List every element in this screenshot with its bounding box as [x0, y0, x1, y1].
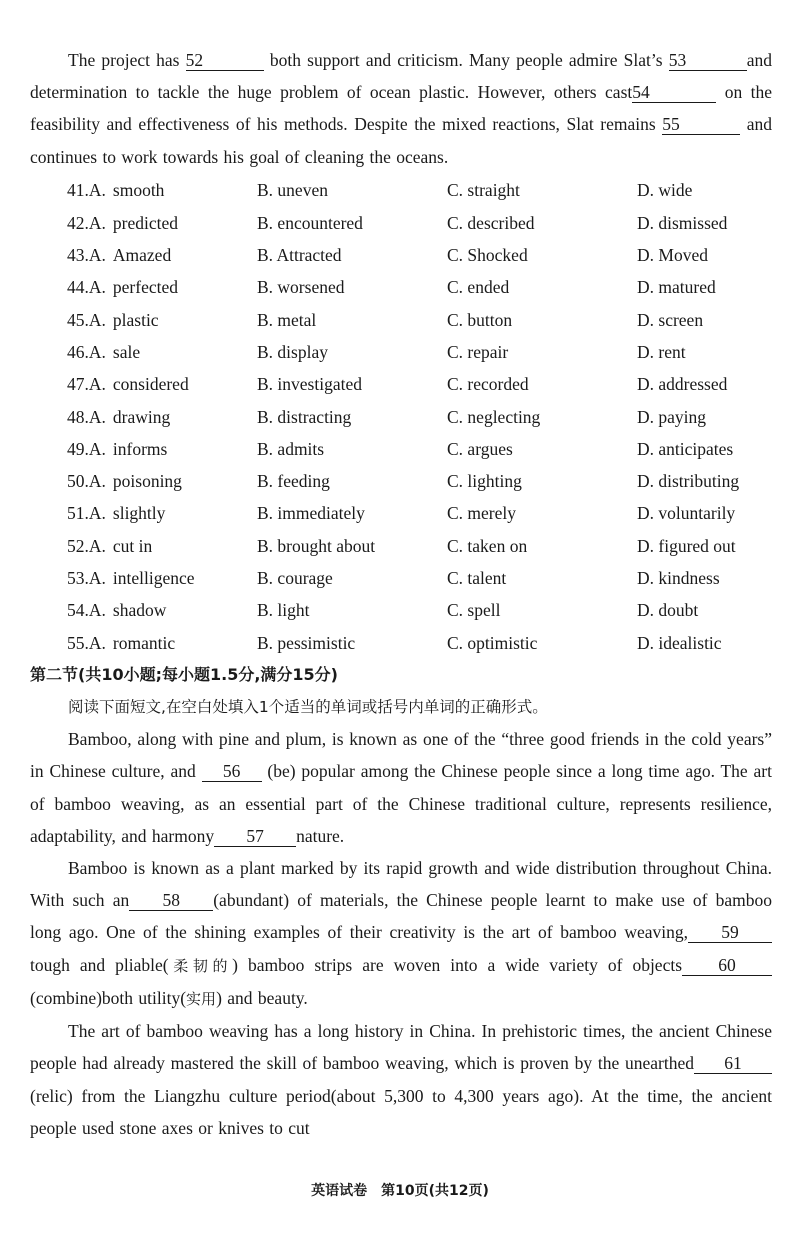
- option-b: B. pessimistic: [257, 632, 356, 653]
- option-d: D. addressed: [637, 374, 728, 395]
- option-a-text: romantic: [112, 632, 176, 653]
- question-number: 54.A.: [67, 600, 106, 621]
- option-a: [30, 568, 257, 589]
- passage-paragraph: [30, 44, 772, 173]
- option-c: C. repair: [447, 341, 509, 362]
- question-number: 53.A.: [67, 568, 106, 589]
- blank-60: 60: [682, 955, 772, 976]
- option-c: C. button: [447, 309, 513, 330]
- option-a: [30, 439, 257, 460]
- option-c: C. lighting: [447, 471, 522, 492]
- blank-52: 52: [186, 50, 264, 71]
- option-a: [30, 536, 257, 557]
- option-b: B. encountered: [257, 212, 363, 233]
- option-row: [30, 530, 772, 562]
- option-b: B. light: [257, 600, 310, 621]
- option-b: B. worsened: [257, 277, 345, 298]
- option-row: [30, 239, 772, 271]
- option-row: [30, 627, 772, 659]
- option-d: D. wide: [637, 180, 693, 201]
- option-c: C. talent: [447, 568, 507, 589]
- question-number: 51.A.: [67, 503, 106, 524]
- option-d: D. rent: [637, 341, 686, 362]
- option-row: [30, 175, 772, 207]
- blank-57: 57: [214, 826, 296, 847]
- option-a-text: intelligence: [112, 568, 195, 589]
- passage-text: both support and criticism. Many people admire Slat’s: [269, 50, 663, 70]
- blank-53: 53: [669, 50, 747, 71]
- passage-text: Bamboo, along with pine and plum, is known as one of the “three good friends in the cold years” in Chinese culture, and: [30, 729, 772, 782]
- passage-text: (be) popular among the Chinese people since a long time ago. The art of bamboo weaving, as an essential part of the Chinese traditional culture, represents resilience, adaptability, and harmony: [30, 761, 772, 846]
- option-b: B. investigated: [257, 374, 362, 395]
- option-b: B. display: [257, 341, 328, 362]
- option-a: [30, 503, 257, 524]
- question-number: 42.A.: [67, 212, 106, 233]
- option-row: [30, 401, 772, 433]
- option-b: B. feeding: [257, 471, 330, 492]
- option-row: [30, 207, 772, 239]
- passage-text: (combine)both utility(: [30, 987, 187, 1008]
- blank-55: 55: [662, 114, 740, 135]
- question-number: 47.A.: [67, 374, 106, 395]
- blank-56: 56: [202, 761, 262, 782]
- option-a-text: shadow: [112, 600, 167, 621]
- option-a: [30, 407, 257, 428]
- option-a: [30, 310, 257, 331]
- passage-paragraph: [30, 723, 772, 852]
- option-row: [30, 433, 772, 465]
- passage-text: and determination to tackle the huge problem of ocean plastic. However, others cast: [30, 50, 773, 103]
- option-a: [30, 633, 257, 654]
- option-b: B. brought about: [257, 535, 376, 556]
- option-d: D. doubt: [637, 600, 699, 621]
- exam-page: [30, 44, 772, 1144]
- option-d: D. matured: [637, 277, 716, 298]
- option-c: C. ended: [447, 277, 510, 298]
- passage-text: (relic) from the Liangzhu culture period(about 5,300 to 4,300 years ago). At the time, the ancient people used stone axes or knives to cut: [30, 1085, 772, 1138]
- passage-paragraph: [30, 1015, 772, 1144]
- passage-text: ) bamboo strips are woven into a wide variety of objects: [232, 954, 683, 975]
- option-a: [30, 374, 257, 395]
- option-d: D. kindness: [637, 568, 720, 589]
- question-number: 45.A.: [67, 309, 106, 330]
- passage-text: (abundant) of materials, the Chinese people learnt to make use of bamboo long ago. One of the shining examples of their creativity is the art of bamboo weaving,: [30, 890, 773, 943]
- blank-61: 61: [694, 1053, 772, 1074]
- question-number: 48.A.: [67, 406, 106, 427]
- passage-text: The project has: [68, 50, 180, 70]
- option-d: D. Moved: [637, 245, 708, 266]
- option-c: C. spell: [447, 600, 501, 621]
- option-a: [30, 471, 257, 492]
- option-c: C. optimistic: [447, 632, 538, 653]
- option-a-text: drawing: [112, 406, 171, 427]
- blank-59: 59: [688, 922, 772, 943]
- option-a: [30, 213, 257, 234]
- option-d: D. idealistic: [637, 632, 722, 653]
- passage-text: nature.: [296, 825, 345, 846]
- option-d: D. dismissed: [637, 212, 728, 233]
- option-a: [30, 277, 257, 298]
- option-b: B. uneven: [257, 180, 328, 201]
- option-d: D. distributing: [637, 471, 740, 492]
- option-a-text: slightly: [112, 503, 166, 524]
- option-a-text: Amazed: [112, 245, 172, 266]
- section-heading: 第二节(共10小题;每小题1.5分,满分15分): [30, 665, 338, 685]
- question-number: 50.A.: [67, 471, 106, 492]
- option-c: C. argues: [447, 438, 513, 459]
- blank-54: 54: [632, 82, 716, 103]
- section-instruction: 阅读下面短文,在空白处填入1个适当的单词或括号内单词的正确形式。: [68, 698, 548, 717]
- option-c: C. Shocked: [447, 245, 528, 266]
- option-d: D. figured out: [637, 535, 736, 556]
- option-row: [30, 595, 772, 627]
- option-a: [30, 245, 257, 266]
- option-d: D. anticipates: [637, 438, 734, 459]
- option-b: B. Attracted: [257, 245, 342, 266]
- option-a: [30, 600, 257, 621]
- passage-text: Bamboo is known as a plant marked by its rapid growth and wide distribution throughout China. With such an: [30, 858, 772, 911]
- option-d: D. voluntarily: [637, 503, 736, 524]
- option-a-text: sale: [112, 341, 141, 362]
- option-c: C. taken on: [447, 535, 528, 556]
- option-b: B. immediately: [257, 503, 365, 524]
- passage-text: on the feasibility and effectiveness of his methods. Despite the mixed reactions, Slat remains: [30, 82, 772, 135]
- question-number: 41.A.: [67, 180, 106, 201]
- question-number: 44.A.: [67, 277, 106, 298]
- option-a-text: predicted: [112, 212, 178, 233]
- option-row: [30, 304, 772, 336]
- option-a: [30, 180, 257, 201]
- passage-text: 实用: [186, 989, 217, 1008]
- question-number: 52.A.: [67, 535, 106, 556]
- option-row: [30, 562, 772, 594]
- option-c: C. straight: [447, 180, 520, 201]
- option-row: [30, 369, 772, 401]
- option-d: D. paying: [637, 406, 707, 427]
- option-a-text: cut in: [112, 535, 153, 556]
- passage-text: 柔韧的: [168, 956, 233, 975]
- option-row: [30, 272, 772, 304]
- option-b: B. courage: [257, 568, 333, 589]
- option-row: [30, 465, 772, 497]
- option-a: [30, 342, 257, 363]
- page-footer: 英语试卷 第10页(共12页): [311, 1183, 489, 1199]
- passage-text: The art of bamboo weaving has a long history in China. In prehistoric times, the ancient Chinese people had already mastered the skill of bamboo weaving, which is proven by the unearthed: [30, 1021, 772, 1074]
- option-a-text: perfected: [112, 277, 178, 298]
- option-a-text: smooth: [112, 180, 165, 201]
- passage-text: tough and pliable(: [30, 954, 169, 975]
- option-b: B. distracting: [257, 406, 352, 427]
- option-c: C. merely: [447, 503, 517, 524]
- option-d: D. screen: [637, 309, 704, 330]
- passage-text: ) and beauty.: [216, 987, 308, 1008]
- option-c: C. described: [447, 212, 535, 233]
- question-number: 46.A.: [67, 341, 106, 362]
- blank-58: 58: [129, 890, 213, 911]
- option-row: [30, 498, 772, 530]
- option-a-text: plastic: [112, 309, 159, 330]
- options-list: [30, 175, 772, 659]
- option-a-text: informs: [112, 438, 168, 459]
- option-row: [30, 336, 772, 368]
- option-b: B. admits: [257, 438, 325, 459]
- option-a-text: poisoning: [112, 471, 182, 492]
- option-a-text: considered: [112, 374, 189, 395]
- question-number: 43.A.: [67, 245, 106, 266]
- question-number: 49.A.: [67, 438, 106, 459]
- option-c: C. recorded: [447, 374, 529, 395]
- passage-paragraph: [30, 852, 772, 1015]
- question-number: 55.A.: [67, 632, 106, 653]
- option-b: B. metal: [257, 309, 317, 330]
- option-c: C. neglecting: [447, 406, 541, 427]
- passage-text: and continues to work towards his goal of cleaning the oceans.: [30, 114, 773, 167]
